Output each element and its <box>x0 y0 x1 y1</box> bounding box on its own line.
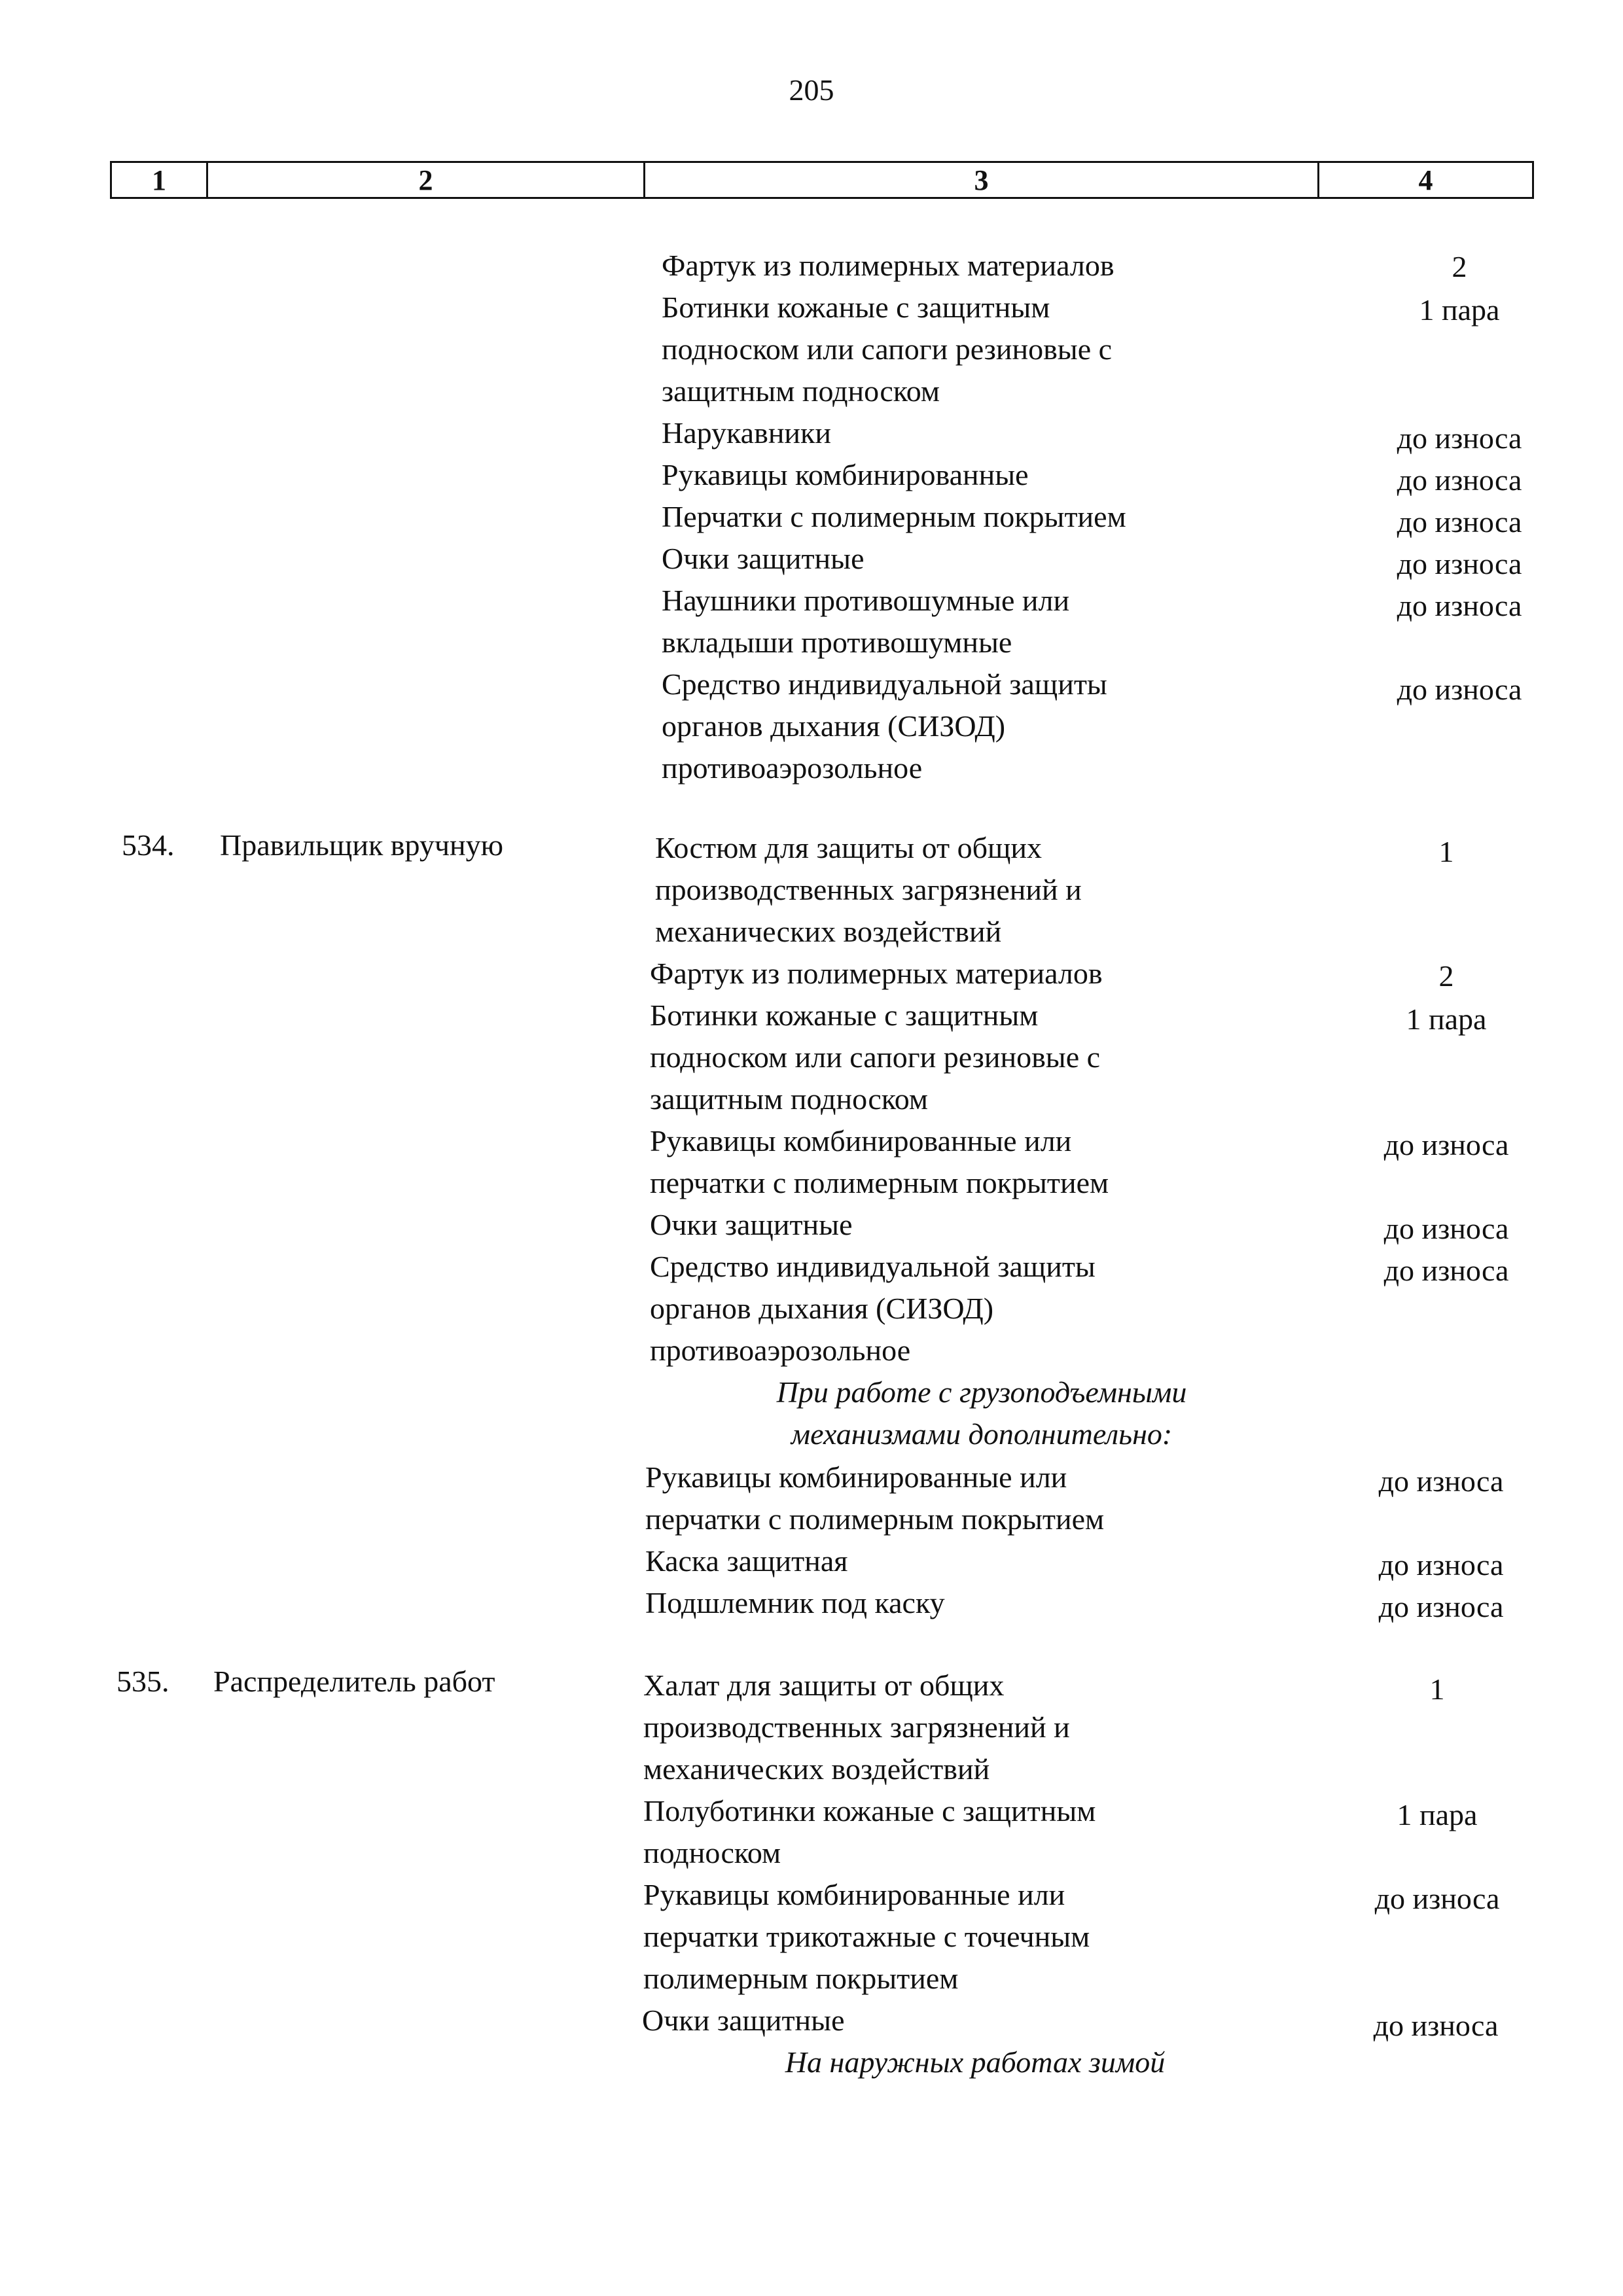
item-qty: 1 пара <box>1397 1798 1478 1831</box>
item-text: Очки защитные <box>642 2004 845 2037</box>
header-col-3: 3 <box>645 163 1319 197</box>
item-qty: до износа <box>1374 1882 1500 1915</box>
item-qty: 1 <box>1438 835 1454 868</box>
item-text: Подшлемник под каску <box>645 1586 945 1619</box>
item-text: защитным подноском <box>650 1082 928 1116</box>
header-col-4: 4 <box>1418 164 1433 196</box>
item-qty: до износа <box>1397 505 1522 539</box>
item-qty: до износа <box>1378 1590 1504 1623</box>
item-text: Халат для защиты от общих <box>643 1669 1005 1702</box>
item-qty: до износа <box>1397 463 1522 497</box>
row-number: 534. <box>122 828 175 862</box>
item-qty: 2 <box>1438 959 1454 993</box>
item-text: подноском <box>643 1836 781 1869</box>
item-qty: до износа <box>1397 673 1522 706</box>
item-text: защитным подноском <box>662 374 940 408</box>
header-col-2: 2 <box>208 163 645 197</box>
item-text: производственных загрязнений и <box>643 1710 1070 1744</box>
item-text: Нарукавники <box>662 416 832 450</box>
item-text: производственных загрязнений и <box>655 873 1082 906</box>
item-text: Ботинки кожаные с защитным <box>650 998 1039 1032</box>
item-text: органов дыхания (СИЗОД) <box>662 709 1006 743</box>
item-text: Рукавицы комбинированные <box>662 458 1029 491</box>
item-text: противоаэрозольное <box>650 1333 911 1367</box>
item-qty: 1 <box>1429 1672 1445 1706</box>
item-text: Фартук из полимерных материалов <box>650 957 1103 990</box>
item-text: Рукавицы комбинированные или <box>650 1124 1072 1157</box>
item-qty: до износа <box>1383 1212 1509 1245</box>
page-number: 205 <box>789 73 834 107</box>
section-note: На наружных работах зимой <box>785 2045 1166 2079</box>
section-note: механизмами дополнительно: <box>791 1417 1173 1451</box>
item-qty: до износа <box>1378 1548 1504 1581</box>
item-qty: 2 <box>1452 250 1467 283</box>
item-qty: 1 пара <box>1406 1002 1487 1036</box>
item-text: Рукавицы комбинированные или <box>643 1878 1065 1911</box>
item-qty: до износа <box>1383 1128 1509 1161</box>
header-col-1: 1 <box>112 163 208 197</box>
item-text: перчатки с полимерным покрытием <box>650 1166 1109 1199</box>
section-note: При работе с грузоподъемными <box>776 1375 1187 1409</box>
item-text: вкладыши противошумные <box>662 626 1012 659</box>
item-text: подноском или сапоги резиновые с <box>662 332 1113 366</box>
item-text: Ботинки кожаные с защитным <box>662 291 1050 324</box>
item-text: Наушники противошумные или <box>662 584 1070 617</box>
item-text: полимерным покрытием <box>643 1962 959 1995</box>
item-qty: до износа <box>1373 2009 1499 2042</box>
item-text: противоаэрозольное <box>662 751 923 785</box>
item-qty: до износа <box>1383 1254 1509 1287</box>
item-text: Костюм для защиты от общих <box>655 831 1043 864</box>
item-text: Фартук из полимерных материалов <box>662 249 1115 282</box>
item-text: Рукавицы комбинированные или <box>645 1460 1067 1494</box>
item-text: Очки защитные <box>650 1208 853 1241</box>
item-text: перчатки с полимерным покрытием <box>645 1502 1105 1536</box>
item-qty: до износа <box>1397 547 1522 580</box>
item-qty: до износа <box>1378 1464 1504 1498</box>
item-text: механических воздействий <box>643 1752 990 1786</box>
item-text: механических воздействий <box>655 915 1002 948</box>
item-text: Перчатки с полимерным покрытием <box>662 500 1126 533</box>
item-text: Средство индивидуальной защиты <box>662 667 1107 701</box>
item-qty: до износа <box>1397 421 1522 455</box>
item-text: Полуботинки кожаные с защитным <box>643 1794 1096 1828</box>
item-qty: 1 пара <box>1419 293 1500 327</box>
item-text: Каска защитная <box>645 1544 848 1578</box>
profession-name: Распределитель работ <box>213 1665 495 1698</box>
item-text: перчатки трикотажные с точечным <box>643 1920 1090 1953</box>
item-text: Очки защитные <box>662 542 865 575</box>
profession-name: Правильщик вручную <box>220 828 504 862</box>
row-number: 535. <box>116 1665 169 1698</box>
item-text: Средство индивидуальной защиты <box>650 1250 1096 1283</box>
item-qty: до износа <box>1397 589 1522 622</box>
item-text: подноском или сапоги резиновые с <box>650 1040 1101 1074</box>
item-text: органов дыхания (СИЗОД) <box>650 1292 994 1325</box>
